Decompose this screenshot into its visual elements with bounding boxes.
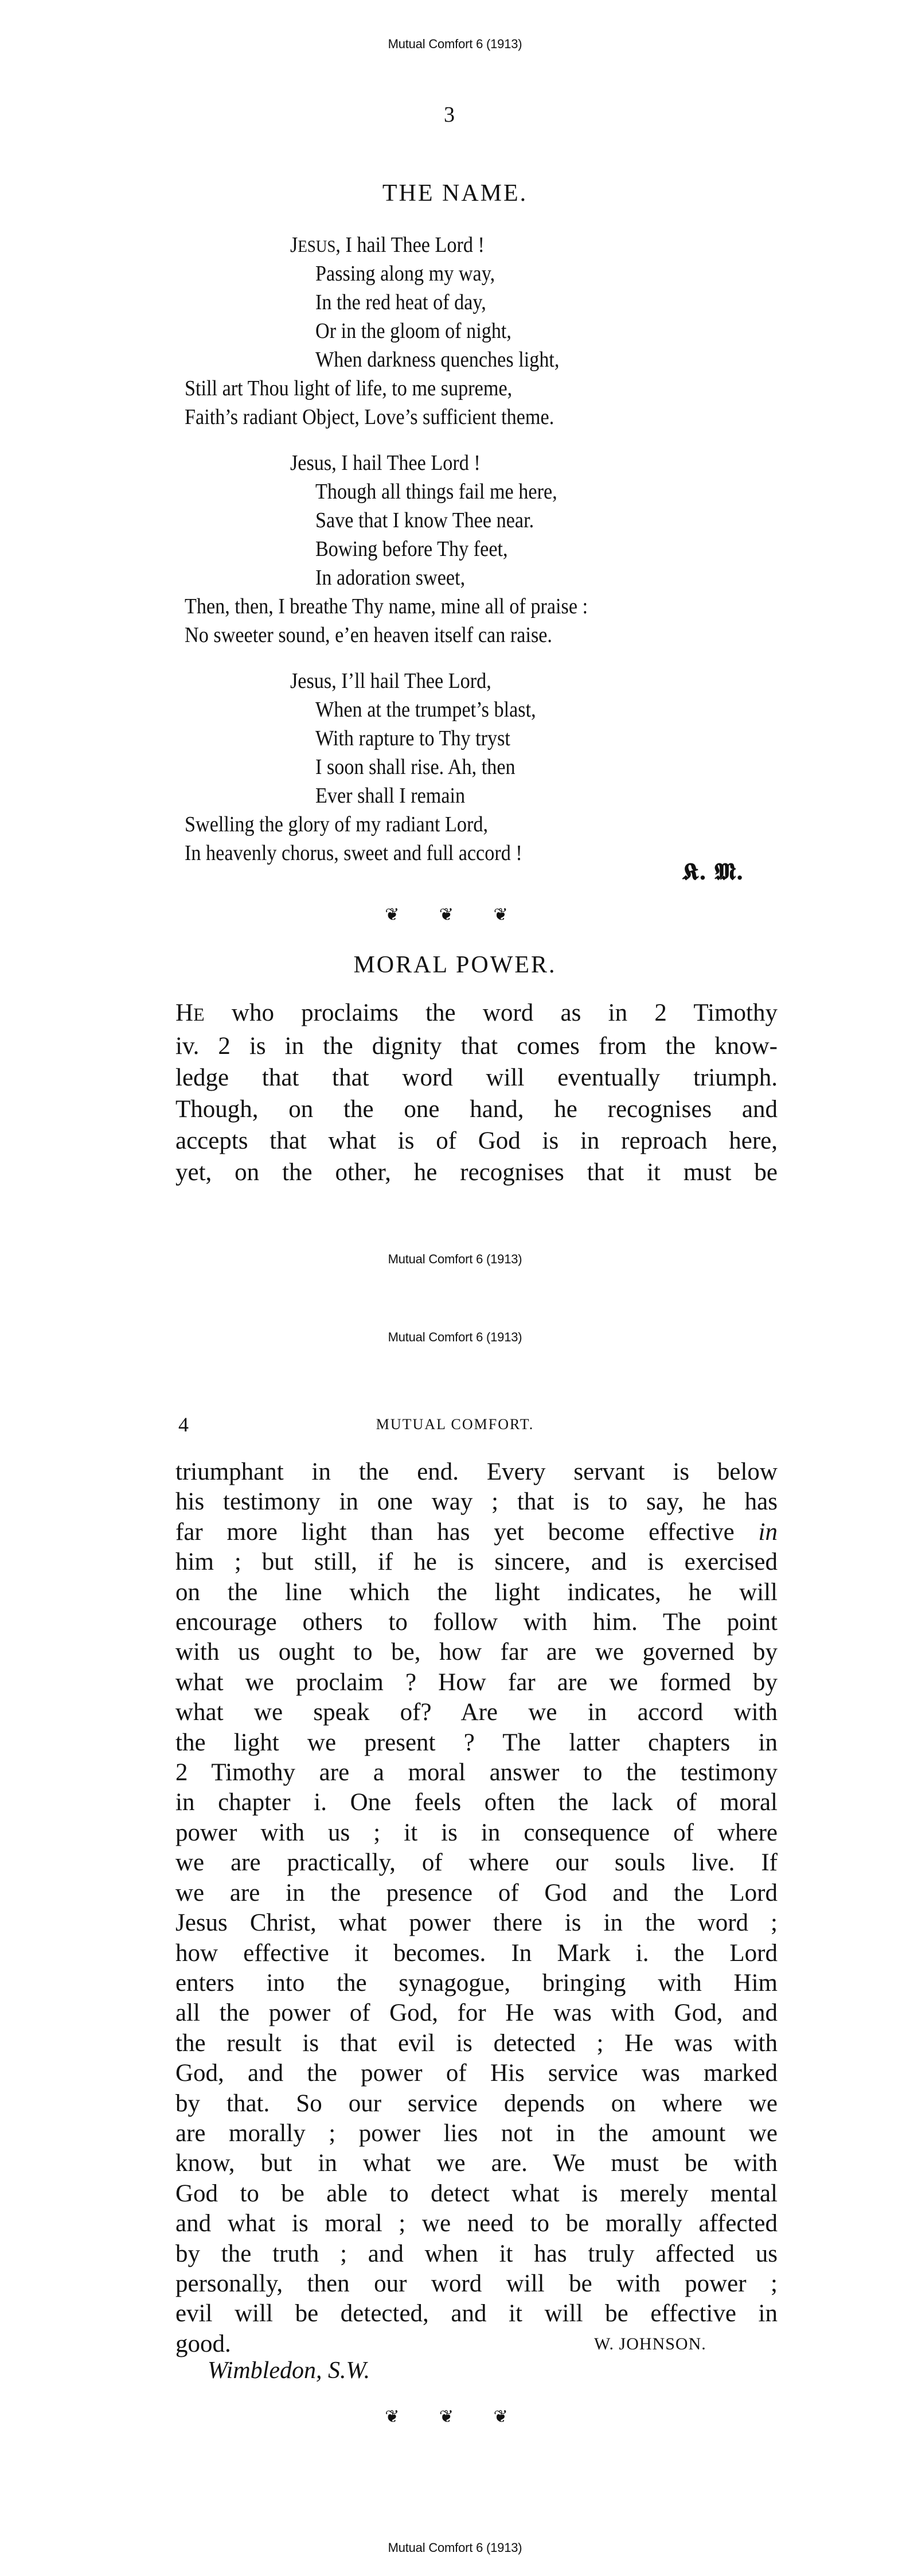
body-line: are morally ; power lies not in the amount we — [175, 2119, 778, 2147]
poem-line: Faith’s radiant Object, Love’s sufficient theme. — [185, 405, 554, 429]
body-line: his testimony in one way ; that is to say, he has — [175, 1488, 778, 1516]
body-line-text: far more light than has yet become effective — [175, 1518, 735, 1546]
section-ornament-icon: ❦ ❦ ❦ — [385, 905, 525, 925]
body-line: by the truth ; and when it has truly affected us — [175, 2240, 778, 2267]
body-line: personally, then our word will be with power ; — [175, 2270, 778, 2297]
italic-emphasis: in — [758, 1518, 778, 1546]
body-line: the light we present ? The latter chapters in — [175, 1729, 778, 1756]
running-footer-page4: Mutual Comfort 6 (1913) — [388, 2540, 522, 2555]
small-caps-initial: H — [175, 999, 194, 1026]
body-line-text: who proclaims the word as in 2 Timothy — [204, 999, 778, 1026]
body-line: we are in the presence of God and the Lord — [175, 1879, 778, 1906]
body-line: triumphant in the end. Every servant is below — [175, 1458, 778, 1485]
poem-line-text: , I hail Thee Lord ! — [335, 233, 485, 257]
poem-line: Swelling the glory of my radiant Lord, — [185, 812, 489, 836]
body-line: in chapter i. One feels often the lack of moral — [175, 1789, 778, 1816]
author-signature: W. JOHNSON. — [594, 2334, 706, 2353]
poem-line: Or in the gloom of night, — [315, 319, 511, 343]
poem-line: In adoration sweet, — [315, 566, 466, 590]
running-footer-page3: Mutual Comfort 6 (1913) — [388, 1252, 522, 1266]
body-line-final — [175, 2329, 778, 2359]
poem-line: Bowing before Thy feet, — [315, 537, 508, 561]
small-caps-text: E — [193, 1004, 205, 1025]
page-number: 4 — [178, 1413, 189, 1436]
body-line: by that. So our service depends on where we — [175, 2089, 778, 2117]
body-line: Though, on the one hand, he recognises and — [175, 1096, 778, 1123]
poem-title: THE NAME. — [382, 180, 528, 207]
body-line: 2 Timothy are a moral answer to the testimony — [175, 1759, 778, 1787]
body-line: accepts that what is of God is in reproach here, — [175, 1127, 778, 1154]
poem-line: No sweeter sound, e’en heaven itself can raise. — [185, 623, 552, 647]
running-header-top: Mutual Comfort 6 (1913) — [388, 37, 522, 51]
body-line: know, but in what we are. We must be with — [175, 2150, 778, 2177]
body-line-text: good. — [175, 2330, 231, 2357]
running-title: MUTUAL COMFORT. — [376, 1416, 534, 1433]
body-line: we are practically, of where our souls live. If — [175, 1849, 778, 1877]
poem-line: Jesus, I hail Thee Lord ! — [290, 451, 481, 475]
body-line: Jesus Christ, what power there is in the word ; — [175, 1909, 778, 1937]
page-number: 3 — [444, 103, 455, 127]
poem-line: Jesus, I’ll hail Thee Lord, — [290, 669, 491, 693]
poem-line: Though all things fail me here, — [315, 480, 557, 504]
body-line: how effective it becomes. In Mark i. the Lord — [175, 1939, 778, 1967]
poem-line: I soon shall rise. Ah, then — [315, 755, 515, 779]
body-line: God, and the power of His service was marked — [175, 2060, 778, 2087]
poem-line: Passing along my way, — [315, 262, 495, 286]
body-line: what we speak of? Are we in accord with — [175, 1699, 778, 1726]
body-line — [175, 997, 778, 1030]
running-header-page4: Mutual Comfort 6 (1913) — [388, 1330, 522, 1344]
body-line: iv. 2 is in the dignity that comes from the know- — [175, 1033, 778, 1060]
body-line: evil will be detected, and it will be effective in — [175, 2300, 778, 2328]
poem-line: With rapture to Thy tryst — [315, 726, 510, 750]
poem-line: In the red heat of day, — [315, 290, 486, 314]
article-title: MORAL POWER. — [353, 952, 557, 978]
poem-line: Still art Thou light of life, to me supreme, — [185, 376, 513, 400]
poem-signature: 𝕶. 𝕸. — [682, 858, 744, 885]
poem-line: Then, then, I breathe Thy name, mine all of praise : — [185, 594, 588, 618]
poem-line: When at the trumpet’s blast, — [315, 698, 536, 722]
small-caps-initial: J — [290, 233, 298, 257]
body-line: with us ought to be, how far are we governed by — [175, 1639, 778, 1666]
body-line: encourage others to follow with him. The point — [175, 1609, 778, 1636]
body-line: God to be able to detect what is merely mental — [175, 2180, 778, 2207]
poem-line: In heavenly chorus, sweet and full accord ! — [185, 841, 522, 865]
section-ornament-icon: ❦ ❦ ❦ — [385, 2407, 525, 2427]
poem-line — [290, 232, 485, 258]
author-location: Wimbledon, S.W. — [208, 2357, 370, 2384]
body-line: all the power of God, for He was with God, and — [175, 1999, 778, 2027]
body-line: the result is that evil is detected ; He was with — [175, 2029, 778, 2057]
poem-line: When darkness quenches light, — [315, 348, 560, 372]
body-line: ledge that that word will eventually triumph. — [175, 1064, 778, 1091]
body-line: and what is moral ; we need to be morally affected — [175, 2210, 778, 2238]
article-body-page3 — [175, 997, 778, 1188]
article-body-page4 — [175, 1457, 778, 2359]
body-line — [175, 1517, 778, 1547]
poem-line: Ever shall I remain — [315, 784, 466, 808]
poem-line: Save that I know Thee near. — [315, 508, 534, 532]
body-line: yet, on the other, he recognises that it must be — [175, 1159, 778, 1186]
body-line: what we proclaim ? How far are we formed by — [175, 1668, 778, 1696]
body-line: power with us ; it is in consequence of where — [175, 1819, 778, 1846]
body-line: enters into the synagogue, bringing with Him — [175, 1969, 778, 1997]
small-caps-text: ESUS — [298, 237, 336, 256]
body-line: him ; but still, if he is sincere, and is exercised — [175, 1548, 778, 1576]
body-line: on the line which the light indicates, he will — [175, 1578, 778, 1606]
